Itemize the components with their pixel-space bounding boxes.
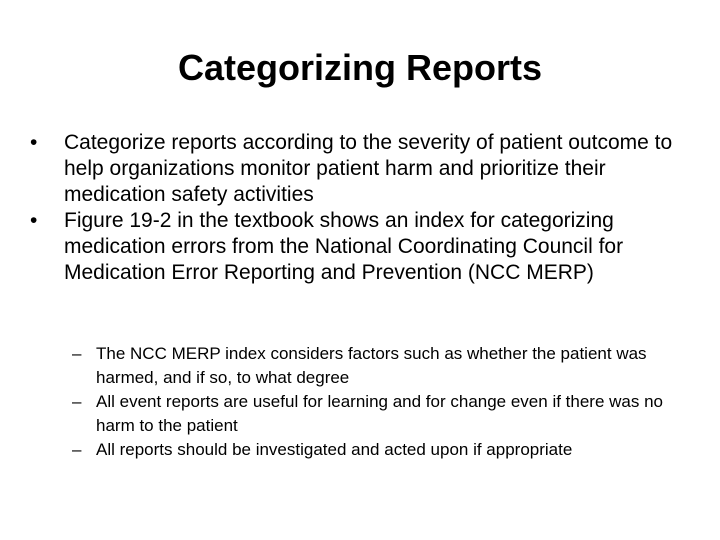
sub-bullet-item — [0, 390, 720, 438]
sub-bullet-marker: – — [72, 392, 82, 411]
bullet-item — [0, 130, 720, 208]
sub-bullet-item — [0, 342, 720, 390]
bullet-marker: • — [30, 209, 38, 232]
bullet-item — [0, 208, 720, 286]
bullet-marker: • — [30, 131, 38, 154]
sub-bullet-list — [0, 342, 720, 462]
bullet-text: Figure 19-2 in the textbook shows an index for categorizing medication errors from the National Coordinating Council for Medication Error Reporting and Prevention (NCC MERP) — [64, 209, 624, 284]
sub-bullet-marker: – — [72, 440, 82, 459]
sub-bullet-marker: – — [72, 344, 82, 363]
sub-bullet-text: All event reports are useful for learning and for change even if there was no harm to the patient — [96, 392, 664, 435]
sub-bullet-text: All reports should be investigated and acted upon if appropriate — [96, 440, 573, 459]
slide-title: Categorizing Reports — [177, 47, 543, 88]
sub-bullet-text: The NCC MERP index considers factors such as whether the patient was harmed, and if so, to what degree — [96, 344, 647, 387]
sub-bullet-item — [0, 438, 720, 462]
bullet-list — [0, 130, 720, 286]
bullet-text: Categorize reports according to the severity of patient outcome to help organizations monitor patient harm and prioritize their medication safety activities — [64, 131, 673, 206]
